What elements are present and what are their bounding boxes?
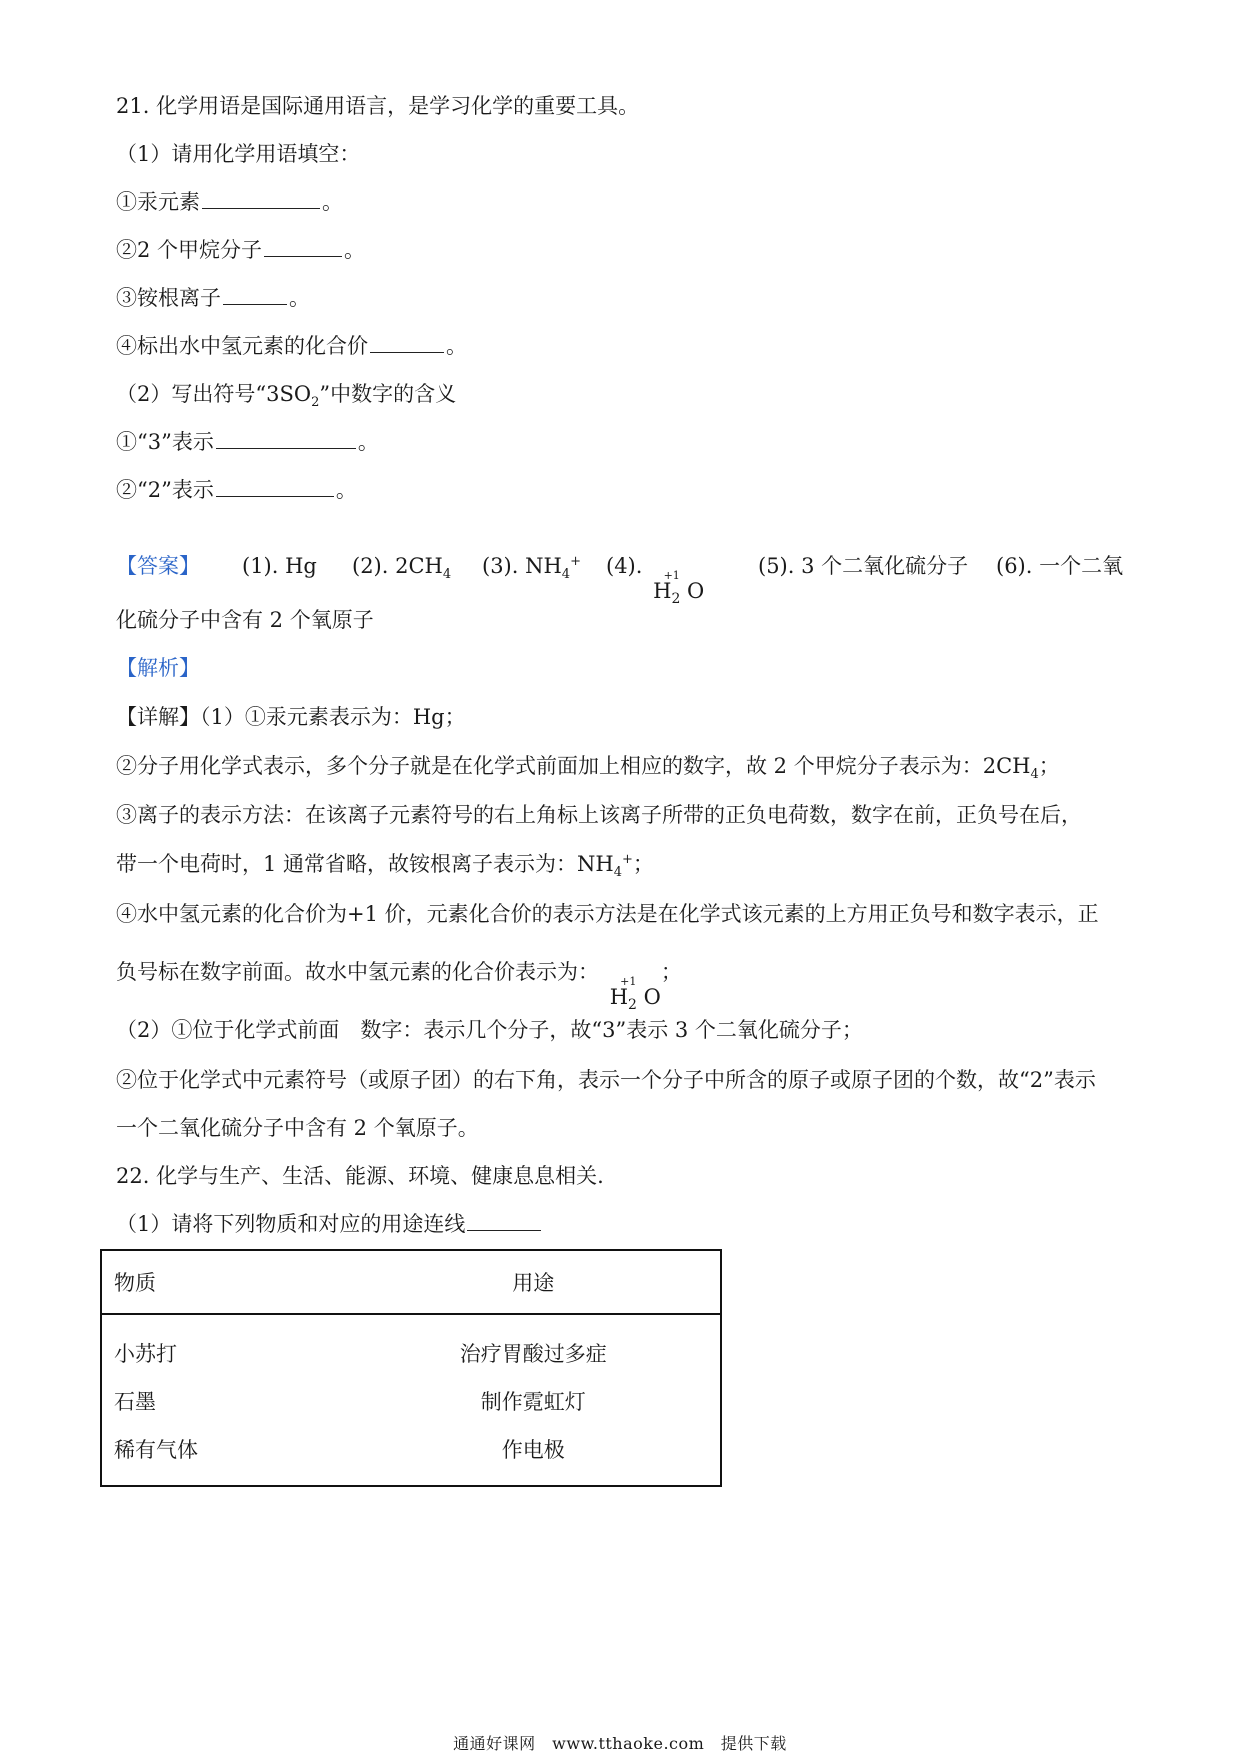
- element-o: O: [643, 985, 661, 1009]
- detail-3: ③离子的表示方法：在该离子元素符号的右上角标上该离子所带的正负电荷数，数字在前，正负号在后，: [116, 803, 1082, 827]
- q21-item3: [116, 284, 310, 312]
- element-o: O: [687, 579, 705, 603]
- valence-mark: +1: [663, 569, 680, 582]
- table-header-row: [101, 1250, 721, 1314]
- item1-text: ①汞元素: [116, 190, 200, 214]
- header-substance: 物质: [101, 1250, 346, 1314]
- substance-cell[interactable]: 小苏打: [114, 1342, 177, 1366]
- table-row: [101, 1425, 721, 1486]
- answer-1: (1). Hg: [242, 554, 317, 578]
- substance-cell[interactable]: 石墨: [114, 1390, 156, 1414]
- detail-6-end: ；: [660, 960, 682, 984]
- water-subscript: 2: [628, 997, 637, 1014]
- answer-6-continued: 化硫分子中含有 2 个氧原子: [116, 608, 374, 632]
- answer-blank[interactable]: [223, 284, 287, 305]
- item3-text: ③铵根离子: [116, 286, 221, 310]
- answer-blank[interactable]: [202, 188, 320, 209]
- answer-3: [482, 552, 581, 583]
- header-use: 用途: [346, 1250, 721, 1314]
- period: 。: [335, 478, 357, 502]
- detail-4-superscript: +: [622, 852, 633, 867]
- detail-6-text: 负号标在数字前面。故水中氢元素的化合价表示为：: [116, 960, 599, 984]
- answer-blank[interactable]: [370, 332, 444, 353]
- answer-5: (5). 3 个二氧化硫分子: [758, 554, 969, 578]
- water-formula: [609, 985, 661, 1014]
- item2-text: ②2 个甲烷分子: [116, 238, 263, 262]
- answer-3-superscript: +: [570, 554, 581, 569]
- answer-4-text: (4).: [606, 554, 643, 578]
- period: 。: [344, 238, 366, 262]
- q21-part1: （1）请用化学用语填空：: [116, 142, 361, 166]
- answer-tag: 【答案】: [116, 554, 200, 578]
- page-footer: 通通好课网 www.tthaoke.com 提供下载: [453, 1734, 787, 1753]
- water-subscript: 2: [671, 591, 681, 608]
- water-valence-formula: [609, 975, 661, 1014]
- detail-2: [116, 752, 1060, 783]
- detail-4-end: ；: [632, 852, 654, 876]
- detail-4-subscript: 4: [613, 865, 623, 881]
- detail-7: （2）①位于化学式前面 数字：表示几个分子，故“3”表示 3 个二氧化硫分子；: [116, 1018, 863, 1042]
- q21-title: 21. 化学用语是国际通用语言，是学习化学的重要工具。: [116, 94, 640, 118]
- q21-item2: [116, 236, 365, 264]
- answer-blank[interactable]: [467, 1210, 541, 1231]
- answer-3-subscript: 4: [561, 567, 571, 583]
- item4-text: ④标出水中氢元素的化合价: [116, 334, 368, 358]
- detail-4-text: 带一个电荷时，1 通常省略，故铵根离子表示为：NH: [116, 852, 614, 876]
- detail-2-end: ；: [1038, 754, 1060, 778]
- use-cell[interactable]: 治疗胃酸过多症: [459, 1342, 607, 1366]
- detail-9: 一个二氧化硫分子中含有 2 个氧原子。: [116, 1116, 479, 1140]
- answer-2-text: (2). 2CH: [352, 554, 443, 578]
- item6-text: ②“2”表示: [116, 478, 214, 502]
- substance-cell[interactable]: 稀有气体: [114, 1438, 198, 1462]
- table-row: [101, 1314, 721, 1377]
- q22-title: 22. 化学与生产、生活、能源、环境、健康息息相关.: [116, 1164, 604, 1188]
- use-cell[interactable]: 作电极: [501, 1438, 565, 1462]
- valence-mark: +1: [620, 975, 637, 988]
- part2-subscript: 2: [311, 395, 320, 411]
- use-cell[interactable]: 制作霓虹灯: [480, 1390, 586, 1414]
- q21-item4: [116, 332, 467, 360]
- detail-6: [116, 958, 682, 1014]
- period: 。: [289, 286, 310, 310]
- detail-2-text: ②分子用化学式表示，多个分子就是在化学式前面加上相应的数字，故 2 个甲烷分子表示为：2CH: [116, 754, 1031, 778]
- period: 。: [322, 190, 343, 214]
- period: 。: [446, 334, 467, 358]
- q21-item5: [116, 428, 379, 456]
- answer-blank[interactable]: [216, 476, 334, 497]
- detail-4: [116, 850, 654, 881]
- answer-2-subscript: 4: [442, 567, 452, 583]
- analysis-tag: 【解析】: [116, 656, 200, 680]
- q21-part2: [116, 380, 457, 411]
- answer-line: [116, 552, 1126, 608]
- answer-4: [606, 552, 705, 608]
- q21-item6: [116, 476, 357, 504]
- q22-part1-text: （1）请将下列物质和对应的用途连线: [116, 1212, 466, 1236]
- answer-blank[interactable]: [216, 428, 356, 449]
- detail-1: 【详解】（1）①汞元素表示为：Hg；: [116, 705, 466, 729]
- answer-3-text: (3). NH: [482, 554, 562, 578]
- part2-suffix: ”中数字的含义: [319, 382, 457, 406]
- q21-item1: [116, 188, 343, 216]
- answer-blank[interactable]: [264, 236, 342, 257]
- item5-text: ①“3”表示: [116, 430, 214, 454]
- matching-table: [100, 1249, 722, 1487]
- element-h: H: [653, 579, 672, 603]
- part2-prefix: （2）写出符号“3SO: [116, 382, 312, 406]
- table-row: [101, 1377, 721, 1425]
- detail-2-subscript: 4: [1030, 767, 1039, 783]
- water-formula: [653, 579, 705, 608]
- q22-part1: [116, 1210, 543, 1238]
- answer-2: [352, 552, 452, 583]
- answer-6: (6). 一个二氧: [996, 554, 1124, 578]
- detail-8: ②位于化学式中元素符号（或原子团）的右下角，表示一个分子中所含的原子或原子团的个数，故“2”表示: [116, 1068, 1096, 1092]
- period: 。: [357, 430, 379, 454]
- detail-5: ④水中氢元素的化合价为+1 价，元素化合价的表示方法是在化学式该元素的上方用正负号和数字表示，正: [116, 902, 1099, 926]
- water-valence-formula: [653, 569, 705, 608]
- element-h: H: [609, 985, 629, 1009]
